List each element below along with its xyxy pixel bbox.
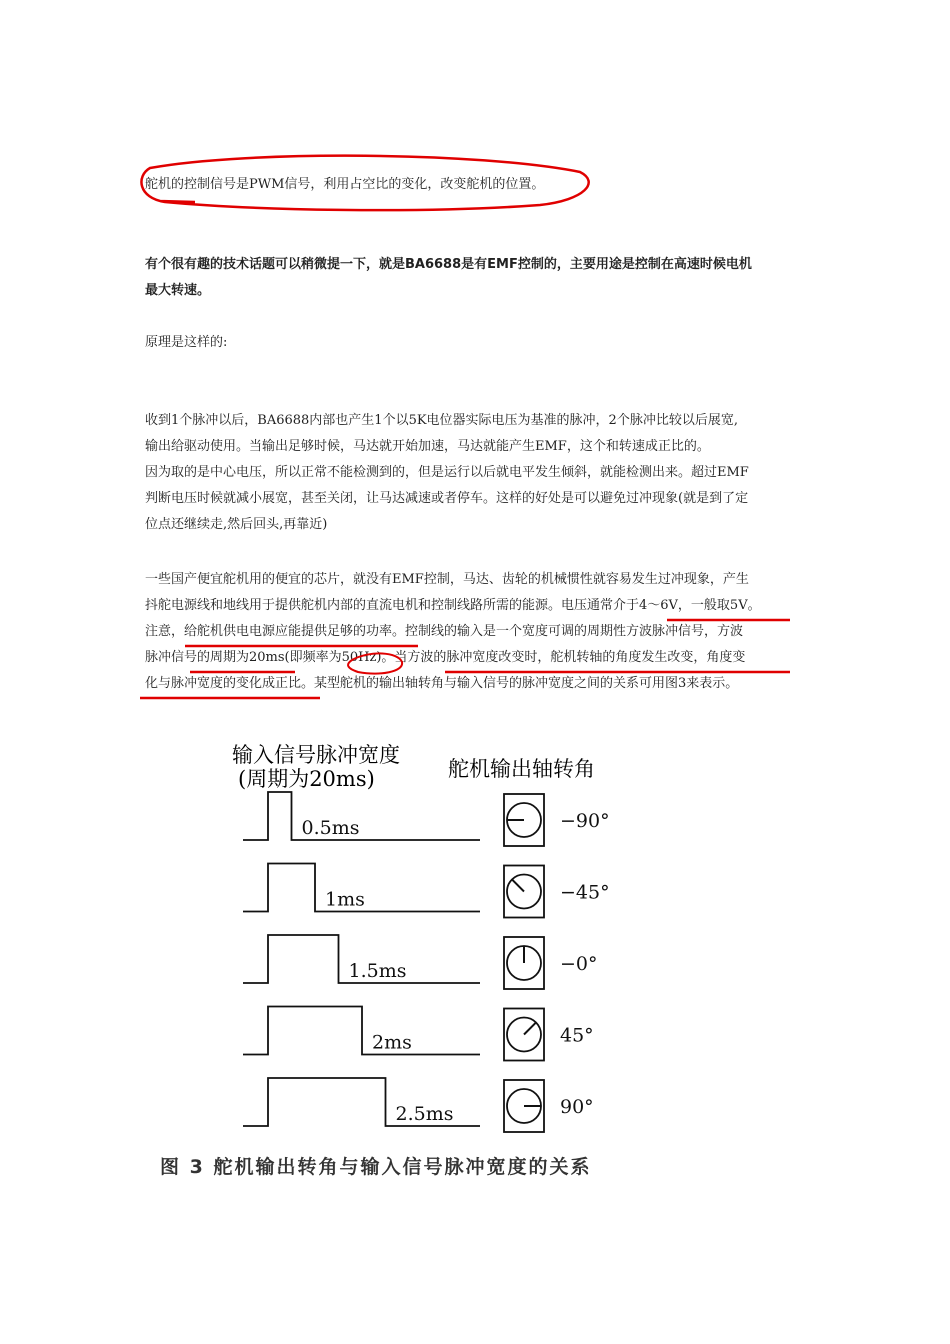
- figure-right-title: 舵机输出轴转角: [448, 757, 595, 781]
- servo-pointer: [512, 879, 524, 891]
- paragraph-line: 一些国产便宜舵机用的便宜的芯片，就没有EMF控制，马达、齿轮的机械惯性就容易发生过冲现象，产生: [145, 572, 749, 587]
- angle-label: 45°: [560, 1024, 594, 1047]
- paragraph-line: 位点还继续走,然后回头,再靠近): [145, 517, 328, 532]
- pulse-width-label: 2ms: [372, 1031, 412, 1054]
- intro-ellipse-annotation: [141, 156, 588, 210]
- angle-label: −90°: [560, 810, 610, 832]
- angle-label: −0°: [560, 953, 598, 975]
- paragraph-line: 化与脉冲宽度的变化成正比。某型舵机的输出轴转角与输入信号的脉冲宽度之间的关系可用图3来表示。: [145, 676, 739, 691]
- circle-frequency: [348, 653, 402, 673]
- principle-text: 原理是这样的:: [145, 335, 228, 350]
- paragraph-line: 注意，给舵机供电电源应能提供足够的功率。控制线的输入是一个宽度可调的周期性方波脉冲信号，方波: [145, 624, 744, 639]
- paragraph-line: 输出给驱动使用。当输出足够时候，马达就开始加速，马达就能产生EMF，这个和转速成正比的。: [145, 439, 710, 454]
- angle-label: 90°: [560, 1096, 594, 1118]
- paragraph-line: 脉冲信号的周期为20ms(即频率为50Hz)。当方波的脉冲宽度改变时，舵机转轴的角度发生改变，角度变: [145, 650, 746, 665]
- pulse-width-label: 1ms: [325, 888, 365, 911]
- paragraph-line: 抖舵电源线和地线用于提供舵机内部的直流电机和控制线路所需的能源。电压通常介于4～6V，一般取5V。: [145, 598, 761, 613]
- pulse-width-label: 1.5ms: [348, 960, 407, 982]
- topic-line-1: 有个很有趣的技术话题可以稍微提一下，就是BA6688是有EMF控制的，主要用途是控制在高速时候电机: [145, 257, 752, 272]
- pulse-waveform: [243, 792, 480, 840]
- paragraph-line: 判断电压时候就减小展宽，甚至关闭，让马达减速或者停车。这样的好处是可以避免过冲现象(就是到了定: [145, 491, 749, 506]
- angle-label: −45°: [560, 881, 610, 904]
- figure-caption: 图 3 舵机输出转角与输入信号脉冲宽度的关系: [160, 1156, 592, 1178]
- paragraph-line: 因为取的是中心电压，所以正常不能检测到的，但是运行以后就电平发生倾斜，就能检测出来。超过EMF: [145, 465, 749, 480]
- paragraph-line: 收到1个脉冲以后，BA6688内部也产生1个以5K电位器实际电压为基准的脉冲，2个脉冲比较以后展宽,: [145, 413, 738, 428]
- intro-text: 舵机的控制信号是PWM信号，利用占空比的变化，改变舵机的位置。: [145, 177, 545, 192]
- servo-pointer: [524, 1022, 536, 1034]
- pulse-width-label: 0.5ms: [301, 817, 360, 839]
- topic-line-2: 最大转速。: [145, 283, 211, 298]
- pulse-angle-figure: [0, 725, 950, 1205]
- figure-left-title: 输入信号脉冲宽度: [232, 743, 400, 767]
- pulse-waveform: [243, 1007, 480, 1055]
- figure-left-subtitle: (周期为20ms): [238, 767, 375, 791]
- pulse-width-label: 2.5ms: [395, 1103, 454, 1125]
